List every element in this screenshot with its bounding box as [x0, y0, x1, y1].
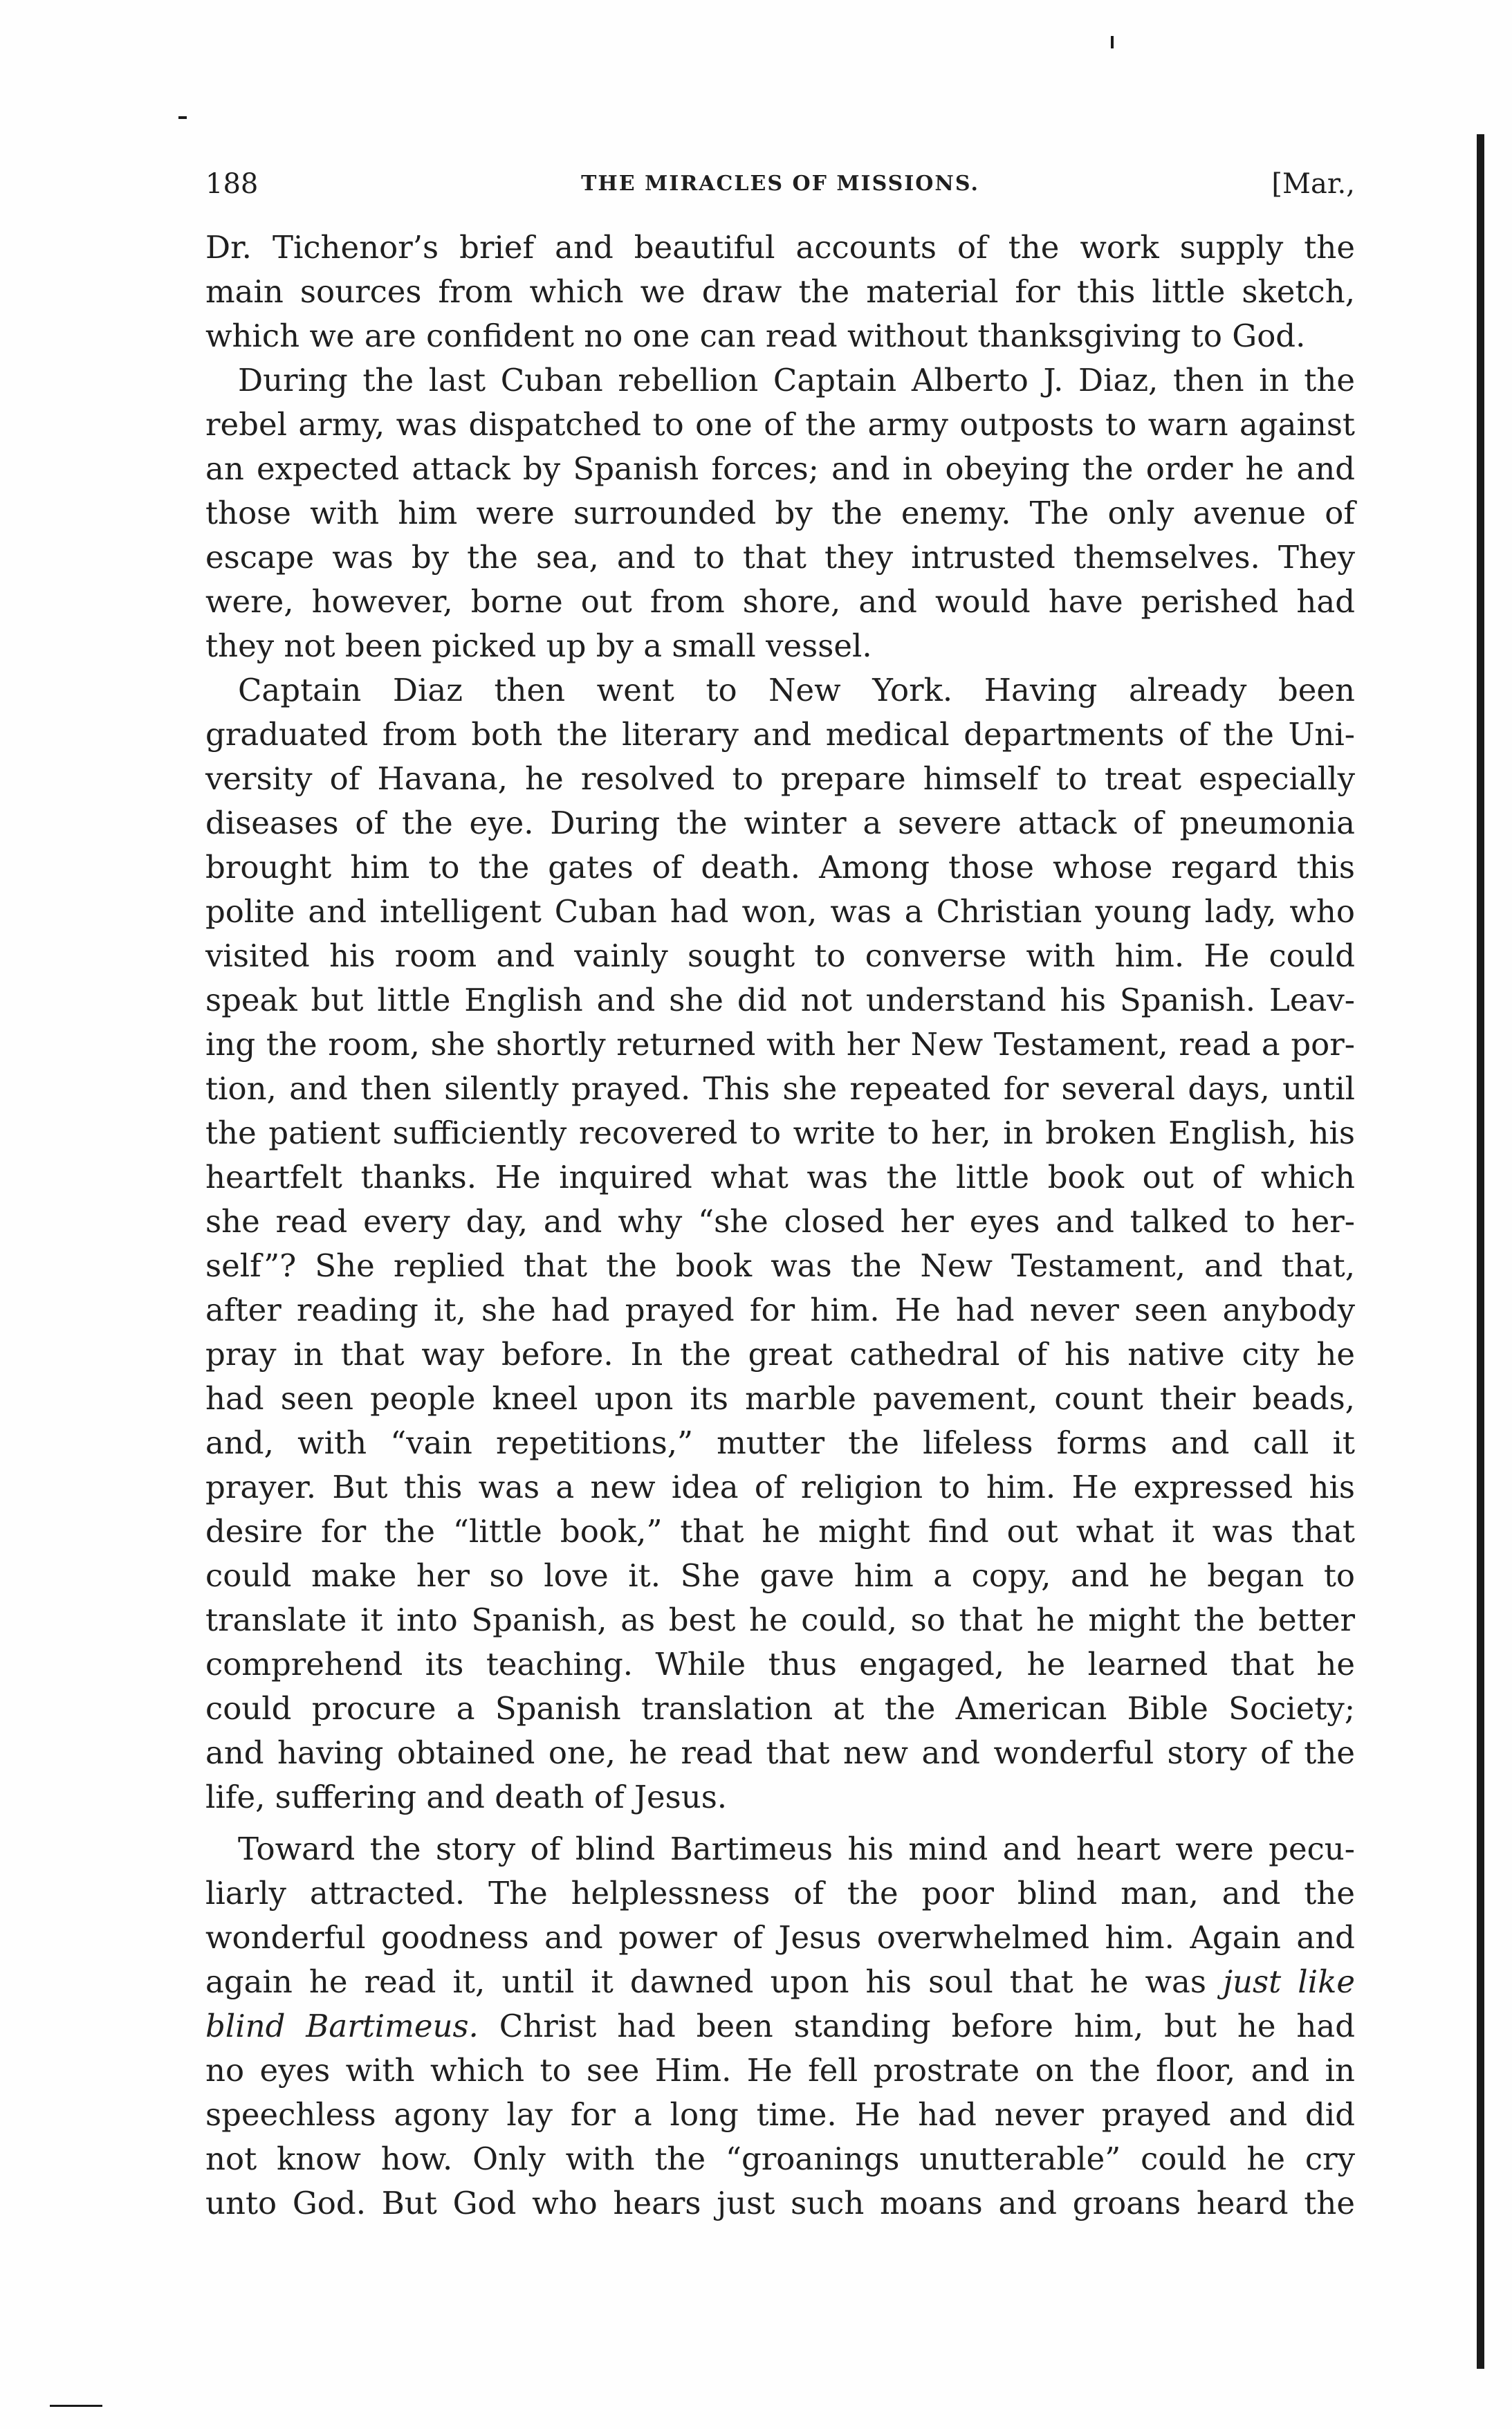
page-number: 188 — [205, 168, 259, 200]
text-line: those with him were surrounded by the enemy. The only avenue of — [205, 495, 1355, 531]
text-line: the patient sufficiently recovered to write to her, in broken English, his — [205, 1115, 1355, 1151]
text-line: she read every day, and why “she closed her eyes and talked to her- — [205, 1203, 1355, 1240]
text-line: Toward the story of blind Bartimeus his mind and heart were pecu- — [238, 1831, 1355, 1867]
scan-edge-shadow — [1477, 134, 1484, 2369]
text-line: pray in that way before. In the great cathedral of his native city he — [205, 1336, 1355, 1373]
text-line-with-emphasis — [205, 2004, 1355, 2048]
text-line: were, however, borne out from shore, and would have perished had — [205, 583, 1355, 620]
text-line: no eyes with which to see Him. He fell prostrate on the floor, and in — [205, 2052, 1355, 2089]
text-line: after reading it, she had prayed for him. He had never seen anybody — [205, 1292, 1355, 1328]
italic-emphasis: just like — [1223, 1963, 1355, 2000]
scan-edge-line — [50, 2405, 102, 2407]
text-line: escape was by the sea, and to that they intrusted themselves. They — [205, 539, 1355, 576]
text-line: rebel army, was dispatched to one of the army outposts to warn against — [205, 406, 1355, 443]
scan-speck — [1111, 36, 1114, 48]
text-line: heartfelt thanks. He inquired what was the little book out of which — [205, 1159, 1355, 1195]
text-line: had seen people kneel upon its marble pavement, count their beads, — [205, 1380, 1355, 1417]
text-line: self”? She replied that the book was the New Testament, and that, — [205, 1247, 1355, 1284]
text-line: prayer. But this was a new idea of religion to him. He expressed his — [205, 1469, 1355, 1505]
text-line: Captain Diaz then went to New York. Having already been — [238, 672, 1355, 708]
text-line: they not been picked up by a small vessel. — [205, 627, 872, 664]
article-body — [205, 226, 1355, 2226]
text-line: speechless agony lay for a long time. He had never prayed and did — [205, 2096, 1355, 2133]
text-line: polite and intelligent Cuban had won, was a Christian young lady, who — [205, 893, 1355, 930]
text-line: could make her so love it. She gave him a copy, and he began to — [205, 1557, 1355, 1594]
running-header — [205, 165, 1355, 203]
text-line: Dr. Tichenor’s brief and beautiful accounts of the work supply the — [205, 229, 1355, 266]
date-mark: [Mar., — [1271, 168, 1355, 200]
text-line: desire for the “little book,” that he might find out what it was that — [205, 1513, 1355, 1550]
text-line: comprehend its teaching. While thus engaged, he learned that he — [205, 1646, 1355, 1683]
text-line: diseases of the eye. During the winter a severe attack of pneumonia — [205, 805, 1355, 841]
italic-emphasis: blind Bartimeus. — [205, 2008, 479, 2044]
text-line: life, suffering and death of Jesus. — [205, 1779, 728, 1815]
text-line: During the last Cuban rebellion Captain Alberto J. Diaz, then in the — [238, 362, 1355, 398]
text-line: which we are confident no one can read without thanksgiving to God. — [205, 318, 1306, 354]
text-line-with-emphasis — [205, 1960, 1355, 2004]
text-line: visited his room and vainly sought to converse with him. He could — [205, 937, 1355, 974]
text-line: main sources from which we draw the material for this little sketch, — [205, 273, 1355, 310]
text-line: wonderful goodness and power of Jesus overwhelmed him. Again and — [205, 1919, 1355, 1956]
text-line: graduated from both the literary and medical departments of the Uni- — [205, 716, 1355, 753]
text-line: speak but little English and she did not understand his Spanish. Leav- — [205, 982, 1355, 1018]
text-line: tion, and then silently prayed. This she repeated for several days, until — [205, 1070, 1355, 1107]
text-line: and, with “vain repetitions,” mutter the lifeless forms and call it — [205, 1424, 1355, 1461]
text-line: unto God. But God who hears just such moans and groans heard the — [205, 2185, 1355, 2221]
text-line: translate it into Spanish, as best he could, so that he might the better — [205, 1602, 1355, 1638]
scan-speck — [178, 116, 187, 119]
text-line: ing the room, she shortly returned with her New Testament, read a por- — [205, 1026, 1355, 1063]
text-line: an expected attack by Spanish forces; and in obeying the order he and — [205, 450, 1355, 487]
text-line: not know how. Only with the “groanings unutterable” could he cry — [205, 2141, 1355, 2177]
text-line: could procure a Spanish translation at the American Bible Society; — [205, 1690, 1355, 1727]
text-line: brought him to the gates of death. Among those whose regard this — [205, 849, 1355, 886]
text-line: and having obtained one, he read that new and wonderful story of the — [205, 1734, 1355, 1771]
line-text: Christ had been standing before him, but he had — [499, 2008, 1355, 2044]
running-title: THE MIRACLES OF MISSIONS. — [581, 172, 979, 196]
line-text: again he read it, until it dawned upon his soul that he was — [205, 1963, 1206, 2000]
text-line: versity of Havana, he resolved to prepare himself to treat especially — [205, 760, 1355, 797]
text-line: liarly attracted. The helplessness of the poor blind man, and the — [205, 1875, 1355, 1912]
